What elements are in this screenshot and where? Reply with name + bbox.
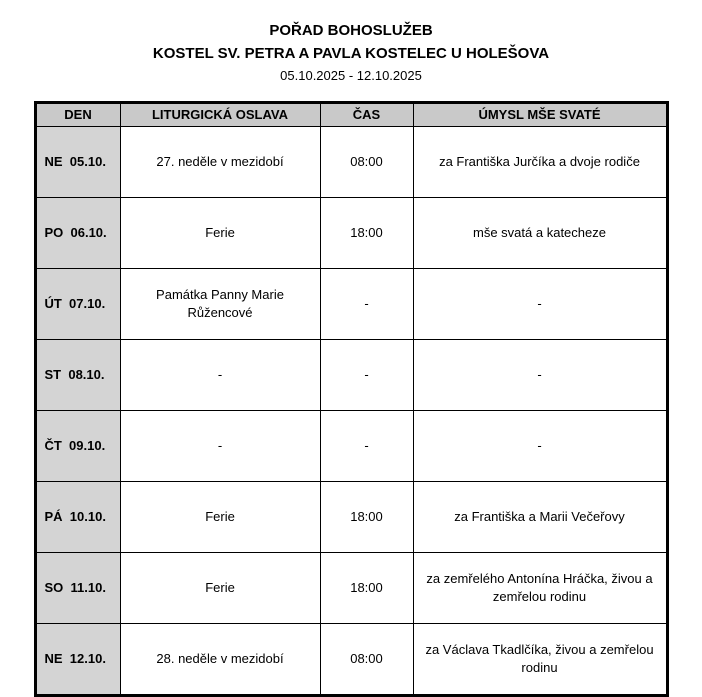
intention-cell: -: [413, 268, 667, 339]
intention-cell: za zemřelého Antonína Hráčka, živou a zemřelou rodinu: [413, 552, 667, 623]
celebration-cell: -: [120, 410, 320, 481]
table-row: [35, 623, 667, 695]
schedule-table: [34, 101, 669, 697]
intention-cell: za Františka Jurčíka a dvoje rodiče: [413, 126, 667, 197]
intention-cell: -: [413, 339, 667, 410]
time-cell: -: [320, 268, 413, 339]
day-cell: PO 06.10.: [35, 197, 120, 268]
table-row: [35, 339, 667, 410]
page-title: POŘAD BOHOSLUŽEB: [269, 22, 433, 39]
celebration-cell: -: [120, 339, 320, 410]
table-row: [35, 268, 667, 339]
celebration-cell: Památka Panny Marie Růžencové: [120, 268, 320, 339]
day-cell: NE 12.10.: [35, 623, 120, 695]
time-cell: 18:00: [320, 481, 413, 552]
table-row: [35, 481, 667, 552]
day-cell: ČT 09.10.: [35, 410, 120, 481]
date-range: 05.10.2025 - 12.10.2025: [280, 68, 422, 83]
table-row: [35, 552, 667, 623]
day-cell: SO 11.10.: [35, 552, 120, 623]
celebration-cell: 28. neděle v mezidobí: [120, 623, 320, 695]
time-cell: 18:00: [320, 197, 413, 268]
table-row: [35, 410, 667, 481]
column-header-oslava: LITURGICKÁ OSLAVA: [120, 102, 320, 126]
time-cell: 08:00: [320, 623, 413, 695]
time-cell: 18:00: [320, 552, 413, 623]
intention-cell: mše svatá a katecheze: [413, 197, 667, 268]
intention-cell: za Františka a Marii Večeřovy: [413, 481, 667, 552]
celebration-cell: 27. neděle v mezidobí: [120, 126, 320, 197]
day-cell: ÚT 07.10.: [35, 268, 120, 339]
column-header-cas: ČAS: [320, 102, 413, 126]
celebration-cell: Ferie: [120, 552, 320, 623]
day-cell: ST 08.10.: [35, 339, 120, 410]
celebration-cell: Ferie: [120, 197, 320, 268]
time-cell: 08:00: [320, 126, 413, 197]
day-cell: NE 05.10.: [35, 126, 120, 197]
day-cell: PÁ 10.10.: [35, 481, 120, 552]
table-header-row: [35, 102, 667, 126]
table-row: [35, 197, 667, 268]
column-header-den: DEN: [35, 102, 120, 126]
column-header-umysl: ÚMYSL MŠE SVATÉ: [413, 102, 667, 126]
time-cell: -: [320, 410, 413, 481]
intention-cell: -: [413, 410, 667, 481]
intention-cell: za Václava Tkadlčíka, živou a zemřelou rodinu: [413, 623, 667, 695]
table-row: [35, 126, 667, 197]
time-cell: -: [320, 339, 413, 410]
celebration-cell: Ferie: [120, 481, 320, 552]
page-subtitle: KOSTEL SV. PETRA A PAVLA KOSTELEC U HOLEŠOVA: [152, 44, 550, 62]
document-header: [0, 0, 702, 86]
